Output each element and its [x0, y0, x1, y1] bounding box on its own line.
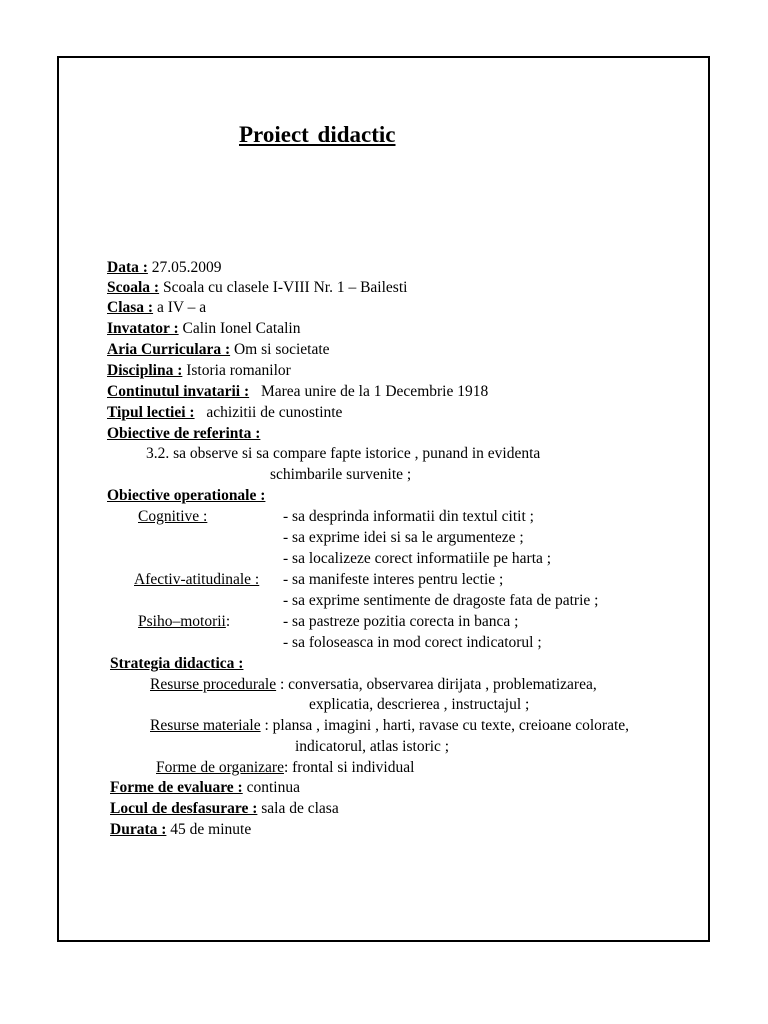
section-label: Obiective operationale : [107, 487, 266, 504]
field-label: Locul de desfasurare : [110, 800, 258, 817]
forme-organizare-value: : frontal si individual [283, 759, 415, 776]
resurse-procedurale-value: : conversatia, observarea dirijata , problematizarea, [276, 676, 597, 693]
durata [110, 820, 251, 840]
obiective-referinta-line1: 3.2. sa observe si sa compare fapte istorice , punand in evidenta [146, 445, 541, 462]
field-value: Scoala cu clasele I-VIII Nr. 1 – Bailesti [162, 279, 408, 296]
locul-desfasurare [110, 799, 339, 819]
field-label: Continutul invatarii : [107, 383, 250, 400]
field-label: Forme de evaluare : [110, 779, 243, 796]
section-label: Obiective de referinta : [107, 425, 261, 442]
resurse-procedurale-line1 [150, 675, 597, 695]
field-value: 27.05.2009 [151, 259, 222, 276]
field-value: Marea unire de la 1 Decembrie 1918 [260, 383, 489, 400]
field-label: Scoala : [107, 279, 160, 296]
resurse-materiale-line1 [150, 716, 629, 736]
field-value: Istoria romanilor [186, 362, 291, 379]
forme-organizare-label: Forme de organizare [156, 759, 284, 776]
obiective-referinta-label [107, 424, 260, 444]
psiho-colon: : [225, 613, 231, 630]
strategia-label [110, 654, 243, 674]
field-value: achizitii de cunostinte [206, 404, 343, 421]
field-value: Om si societate [233, 341, 330, 358]
field-label: Disciplina : [107, 362, 183, 379]
afectiv-item: - sa exprime sentimente de dragoste fata de patrie ; [283, 592, 599, 609]
afectiv-label: Afectiv-atitudinale : [134, 571, 260, 588]
resurse-materiale-value: : plansa , imagini , harti, ravase cu texte, creioane colorate, [260, 717, 630, 734]
afectiv-item: - sa manifeste interes pentru lectie ; [283, 571, 504, 588]
resurse-procedurale-line2: explicatia, descrierea , instructajul ; [309, 696, 530, 713]
field-data [107, 258, 222, 278]
cognitive-label: Cognitive : [138, 508, 208, 525]
psiho-label-text: Psiho–motorii [138, 613, 226, 630]
field-label: Durata : [110, 821, 167, 838]
field-label: Clasa : [107, 299, 154, 316]
field-aria [107, 340, 330, 360]
field-label: Aria Curriculara : [107, 341, 231, 358]
field-label: Tipul lectiei : [107, 404, 195, 421]
field-tipul [107, 403, 342, 423]
field-disciplina [107, 361, 291, 381]
field-value: a IV – a [156, 299, 207, 316]
psiho-item: - sa pastreze pozitia corecta in banca ; [283, 613, 519, 630]
field-value: sala de clasa [257, 800, 339, 817]
obiective-operationale-label [107, 486, 265, 506]
field-value: Calin Ionel Catalin [182, 320, 301, 337]
section-label: Strategia didactica : [110, 655, 244, 672]
forme-evaluare [110, 778, 300, 798]
resurse-materiale-line2: indicatorul, atlas istoric ; [295, 738, 450, 755]
field-value: 45 de minute [166, 821, 252, 838]
psiho-label [138, 612, 230, 632]
resurse-procedurale-label: Resurse procedurale [150, 676, 277, 693]
document-title: Proiect didactic [239, 122, 396, 147]
psiho-item: - sa foloseasca in mod corect indicatorul ; [283, 634, 542, 651]
field-scoala [107, 278, 407, 298]
field-label: Data : [107, 259, 148, 276]
field-clasa [107, 298, 206, 318]
cognitive-item: - sa localizeze corect informatiile pe harta ; [283, 550, 552, 567]
resurse-materiale-label: Resurse materiale [150, 717, 261, 734]
field-label: Invatator : [107, 320, 179, 337]
cognitive-item: - sa exprime idei si sa le argumenteze ; [283, 529, 524, 546]
field-invatator [107, 319, 300, 339]
obiective-referinta-line2: schimbarile survenite ; [270, 466, 412, 483]
field-continut [107, 382, 488, 402]
cognitive-item: - sa desprinda informatii din textul citit ; [283, 508, 534, 525]
forme-organizare [156, 758, 414, 778]
field-value: continua [242, 779, 300, 796]
